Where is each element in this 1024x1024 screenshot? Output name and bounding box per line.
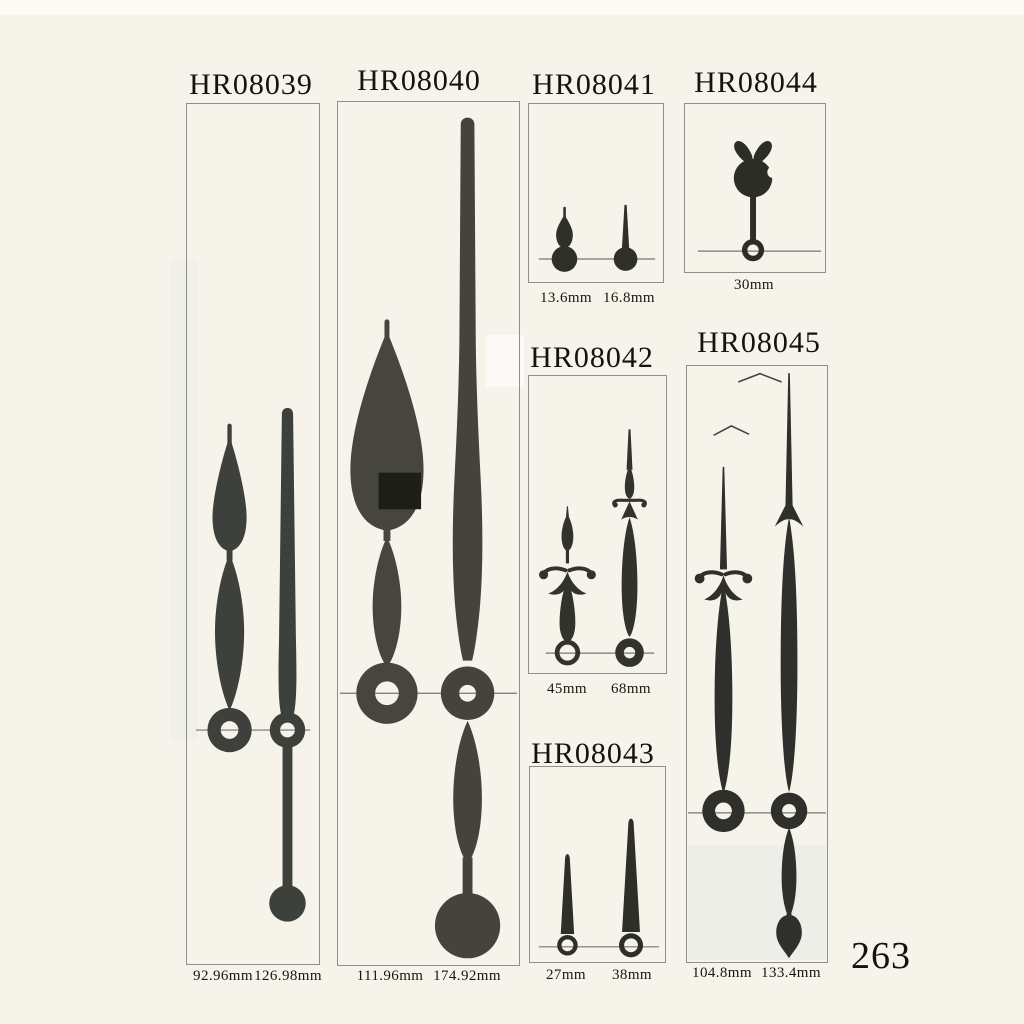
clock-hands-graphic-hr08040	[338, 102, 519, 965]
chevron-mark	[714, 426, 749, 435]
hour-hand-wedge	[559, 854, 575, 953]
product-box-hr08041	[528, 103, 664, 283]
dimension-hr08041-hour: 13.6mm	[540, 290, 592, 306]
product-box-hr08045	[686, 365, 828, 963]
minute-hand-fleur	[613, 429, 647, 667]
minute-hand-wedge	[622, 819, 641, 955]
dimension-hr08042-hour: 45mm	[547, 681, 587, 697]
product-code-hr08039: HR08039	[189, 68, 313, 101]
dimension-hr08045-hour: 104.8mm	[692, 965, 752, 981]
chevron-mark	[738, 374, 781, 382]
product-code-hr08043: HR08043	[531, 737, 655, 770]
hour-hand-spade	[350, 319, 423, 724]
clock-hands-graphic-hr08041	[529, 104, 663, 282]
minute-hand-tapered	[269, 408, 305, 922]
dimension-hr08043-minute: 38mm	[612, 967, 652, 983]
dimension-hr08039-hour: 92.96mm	[193, 968, 253, 984]
clock-hands-graphic-hr08039	[187, 104, 319, 964]
hour-hand-small	[552, 207, 578, 272]
dimension-hr08039-minute: 126.98mm	[254, 968, 322, 984]
dimension-hr08041-minute: 16.8mm	[603, 290, 655, 306]
clock-hand-graphic-hr08044	[685, 104, 825, 272]
product-code-hr08042: HR08042	[530, 341, 654, 374]
product-box-hr08043	[529, 766, 666, 963]
scan-edge-highlight	[0, 0, 1024, 15]
hour-hand-fleur	[539, 506, 596, 663]
product-box-hr08042	[528, 375, 667, 674]
minute-hand-small	[614, 205, 638, 271]
product-box-hr08044	[684, 103, 826, 273]
clock-hands-graphic-hr08042	[529, 376, 666, 673]
minute-hand-spear	[771, 373, 807, 958]
product-code-hr08045: HR08045	[697, 326, 821, 359]
dimension-hr08040-minute: 174.92mm	[433, 968, 501, 984]
page-number: 263	[851, 935, 911, 977]
dimension-hr08042-minute: 68mm	[611, 681, 651, 697]
dimension-hr08040-hour: 111.96mm	[356, 968, 424, 984]
minute-hand-spindle	[435, 118, 500, 959]
hour-hand-fleur	[695, 467, 753, 832]
product-code-hr08044: HR08044	[694, 66, 818, 99]
clock-hands-graphic-hr08043	[530, 767, 665, 962]
product-box-hr08040	[337, 101, 520, 966]
print-square-mark	[379, 473, 422, 510]
alarm-hand	[734, 141, 779, 258]
dimension-hr08045-minute: 133.4mm	[761, 965, 821, 981]
dimension-hr08043-hour: 27mm	[546, 967, 586, 983]
product-code-hr08041: HR08041	[532, 68, 656, 101]
dimension-hr08044: 30mm	[734, 277, 774, 293]
clock-hands-graphic-hr08045	[687, 366, 827, 962]
product-box-hr08039	[186, 103, 320, 965]
hour-hand-spade	[207, 424, 251, 753]
product-code-hr08040: HR08040	[357, 64, 481, 97]
